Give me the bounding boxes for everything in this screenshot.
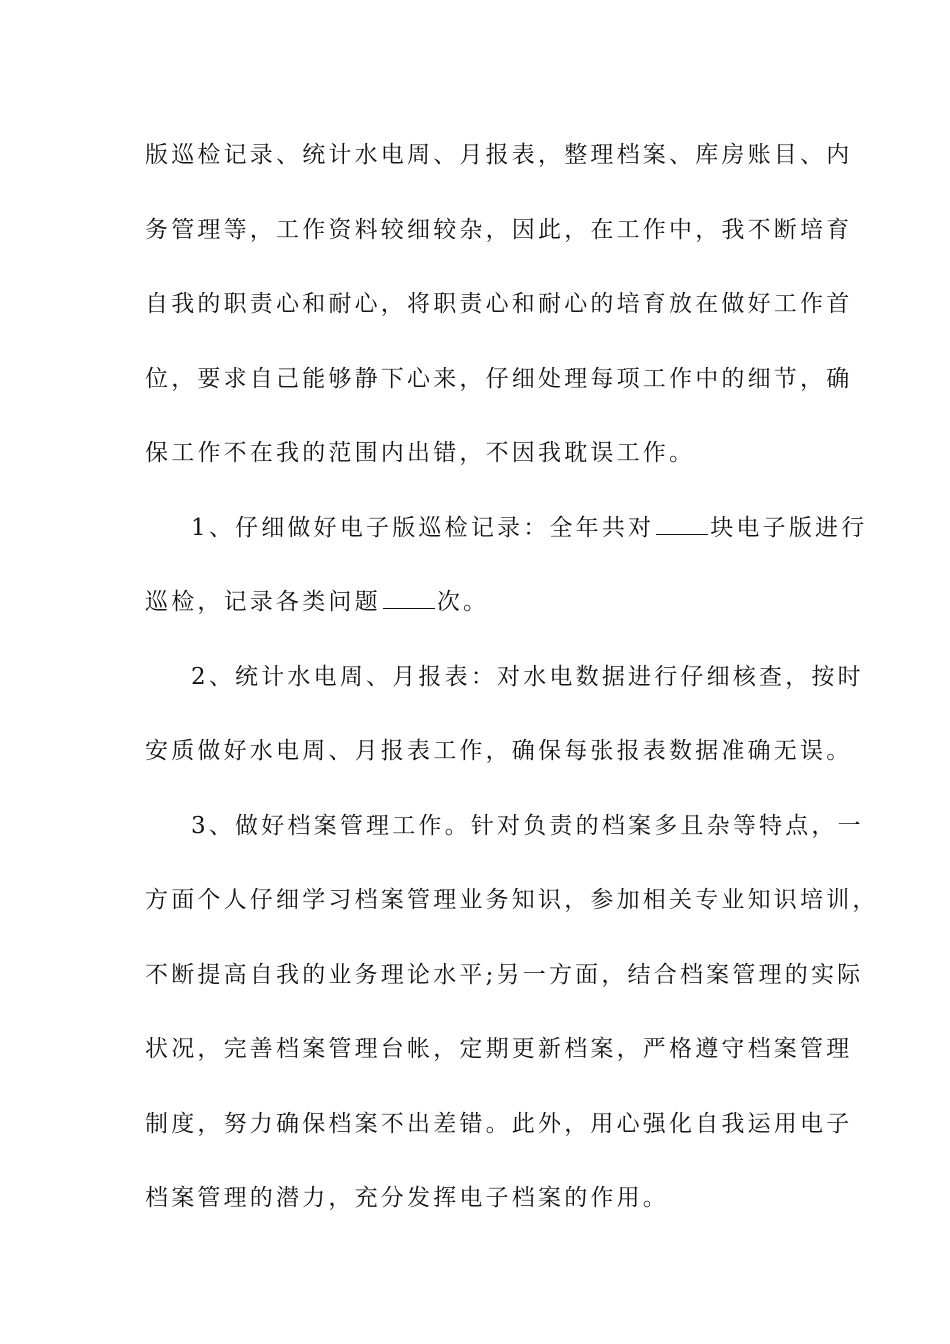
paragraph-line: 位，要求自己能够静下心来，仔细处理每项工作中的细节，确 xyxy=(145,365,853,392)
paragraph-line: 自我的职责心和耐心，将职责心和耐心的培育放在做好工作首 xyxy=(145,291,853,317)
item-1-text-a: 1、仔细做好电子版巡检记录：全年共对 xyxy=(191,514,655,541)
item-3-line: 状况，完善档案管理台帐，定期更新档案，严格遵守档案管理 xyxy=(145,1036,853,1062)
item-3-line: 方面个人仔细学习档案管理业务知识，参加相关专业知识培训， xyxy=(145,887,879,913)
item-1-text-b: 块电子版进行 xyxy=(710,514,868,541)
paragraph-line: 保工作不在我的范围内出错，不因我耽误工作。 xyxy=(145,440,696,466)
document-body xyxy=(145,118,879,1236)
fill-in-blank xyxy=(383,590,435,609)
paragraph-line: 务管理等，工作资料较细较杂，因此，在工作中，我不断培育 xyxy=(145,216,853,243)
item-1-line xyxy=(145,565,810,640)
paragraph-line: 版巡检记录、统计水电周、月报表，整理档案、库房账目、内 xyxy=(145,142,853,168)
item-2-line: 2、统计水电周、月报表：对水电数据进行仔细核查，按时 xyxy=(191,663,864,690)
item-2-line: 安质做好水电周、月报表工作，确保每张报表数据准确无误。 xyxy=(145,738,853,764)
fill-in-blank xyxy=(656,516,708,535)
item-3-line: 不断提高自我的业务理论水平;另一方面，结合档案管理的实际 xyxy=(145,961,864,988)
item-3-line: 制度，努力确保档案不出差错。此外，用心强化自我运用电子 xyxy=(145,1110,853,1137)
item-1-text-c: 巡检，记录各类问题 xyxy=(145,589,381,615)
item-1-text-d: 次。 xyxy=(436,589,490,615)
item-3-line: 档案管理的潜力，充分发挥电子档案的作用。 xyxy=(145,1185,669,1211)
item-3-line: 3、做好档案管理工作。针对负责的档案多且杂等特点，一 xyxy=(191,812,864,839)
item-1-line xyxy=(145,491,868,566)
